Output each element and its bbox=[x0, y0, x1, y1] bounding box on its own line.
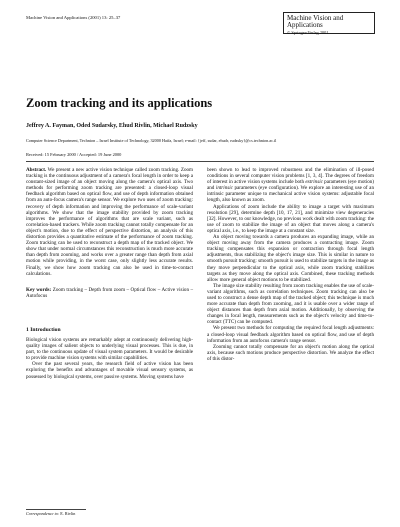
keywords bbox=[26, 287, 193, 299]
right-p1-post: parameters (eye configuration). We explore an interesting use of an intrinsic parameter unique to mechanical active vision systems: adjustable focal length, also known as zoom. bbox=[207, 185, 374, 204]
right-paragraph-5: We present two methods for computing the required focal length adjustments: a closed-loop visual feedback algorithm based on optical flow, and use of depth information from an autofocus camera's range sensor. bbox=[207, 325, 374, 344]
right-p1-pre: been shown to lead to improved robustness and the elimination of ill-posed conditions in several computer vision problems [1, 3, 4]. The degrees of freedom of interest in active vision systems include both bbox=[207, 167, 374, 186]
footnote-divider bbox=[26, 509, 86, 510]
author-list: Jeffrey A. Fayman, Oded Sudarsky, Ehud Rivlin, Michael Rudzsky bbox=[26, 123, 198, 129]
journal-name-line1: Machine Vision and bbox=[287, 14, 344, 22]
right-column bbox=[207, 167, 374, 362]
footnote-label: Correspondence to: bbox=[26, 511, 60, 516]
right-paragraph-3: An object moving towards a camera produces an expanding image, while an object moving away from the camera produces a contracting image. Zoom tracking compensates this expansion or contraction through focal length adjustments, thus stabilizing the object's image size. This is similar in nature to smooth pursuit tracking: smooth pursuit is used to stabilize targets in the image as they move perpendicular to the optical axis, while zoom tracking stabilizes targets as they move along the optical axis. Combined, these tracking methods allow more general object motions to be stabilized. bbox=[207, 234, 374, 283]
header-divider bbox=[26, 161, 374, 162]
running-head: Machine Vision and Applications (2001) 13: 25–37 bbox=[26, 15, 121, 20]
intro-paragraph-1: Biological vision systems are remarkably adept at continuously delivering high-quality images of salient objects to underlying visual processes. This is due, in part, to the continuous update of visual system parameters. It would be desirable to provide machine vision systems with similar capabilities. bbox=[26, 336, 193, 362]
right-p1-em-intrinsic: intrinsic bbox=[215, 185, 233, 192]
received-accepted-dates: Received: 15 February 2000 / Accepted: 19 June 2000 bbox=[26, 152, 122, 157]
journal-name-line2: Applications bbox=[287, 21, 323, 30]
keywords-text: Zoom tracking – Depth from zoom – Optical flow – Active vision – Autofocus bbox=[26, 286, 193, 299]
abstract bbox=[26, 167, 193, 277]
intro-paragraph-2: Over the past several years, the research field of active vision has been exploring the benefits and advantages of movable visual sensory systems, as possessed by biological systems, over passive systems. Moving systems have bbox=[26, 361, 193, 380]
right-p1-em-extrinsic: extrinsic bbox=[305, 179, 323, 186]
right-paragraph-6: Zooming cannot totally compensate for an object's motion along the optical axis, because such motions produce perspective distortion. We analyze the effect of this distor- bbox=[207, 343, 374, 362]
section-heading-introduction: 1 Introduction bbox=[26, 326, 61, 333]
right-paragraph-4: The image size stability resulting from zoom tracking enables the use of scale-variant algorithms, such as correlation techniques. Zoom tracking can also be used to construct a dense depth map of the tracked object; this technique is much more accurate than depth from zooming, and it is usable over a wider range of object distances than depth from axial motion. Additionally, by observing the changes in focal length, measurements such as the object's velocity and time-to-contact (TTC) can be computed. bbox=[207, 282, 374, 326]
correspondence-footnote bbox=[26, 511, 75, 516]
journal-brand-box bbox=[283, 12, 375, 34]
publisher-copyright: © Springer-Verlag 2001 bbox=[287, 30, 329, 36]
abstract-text: We present a new active vision technique called zoom tracking. Zoom tracking is the continuous adjustment of a camera's focal length in order to keep a constant-sized image of an object moving along the camera's optical axis. Two methods for performing zoom tracking are presented: a closed-loop visual feedback algorithm based on optical flow, and use of depth information obtained from an auto-focus camera's range sensor. We explore two uses of zoom tracking: recovery of depth information and improving the performance of scale-variant algorithms. We show that the image stability provided by zoom tracking improves the performance of algorithms that are scale variant, such as correlation-based trackers. While zoom tracking cannot totally compensate for an object's motion, due to the effect of perspective distortion, an analysis of this distortion provides a quantitative estimate of the performance of zoom tracking. Zoom tracking can be used to reconstruct a depth map of the tracked object. We show that under normal circumstances this reconstruction is much more accurate than depth from zooming, and works over a greater range than depth from axial motion while providing, in the worst case, only slightly less accurate results. Finally, we show how zoom tracking can also be used in time-to-contact calculations. bbox=[26, 167, 193, 277]
keywords-label: Key words: bbox=[26, 286, 52, 293]
left-column bbox=[26, 167, 193, 380]
right-p1-mid: parameters (eye motion) and bbox=[207, 179, 374, 192]
paper-title: Zoom tracking and its applications bbox=[26, 96, 213, 110]
affiliation: Computer Science Department, Technion – Israel Institute of Technology, 32000 Haifa, Israel; e-mail: {jeff, sudar, ehudr, rudzsky}@cs.technion.ac.il bbox=[26, 138, 277, 143]
footnote-value: E. Rivlin bbox=[60, 511, 76, 516]
abstract-label: Abstract. bbox=[26, 167, 47, 173]
right-paragraph-2: Applications of zoom include the ability to image a target with maximum resolution [29], determine depth [10, 17, 21], and minimize view degeneracies [32]. However, to our knowledge, no previous work dealt with zoom tracking: the use of zoom to stabilize the image of an object that moves along a camera's optical axis, i.e., to keep the image at a constant size. bbox=[207, 203, 374, 234]
right-paragraph-1 bbox=[207, 167, 374, 204]
